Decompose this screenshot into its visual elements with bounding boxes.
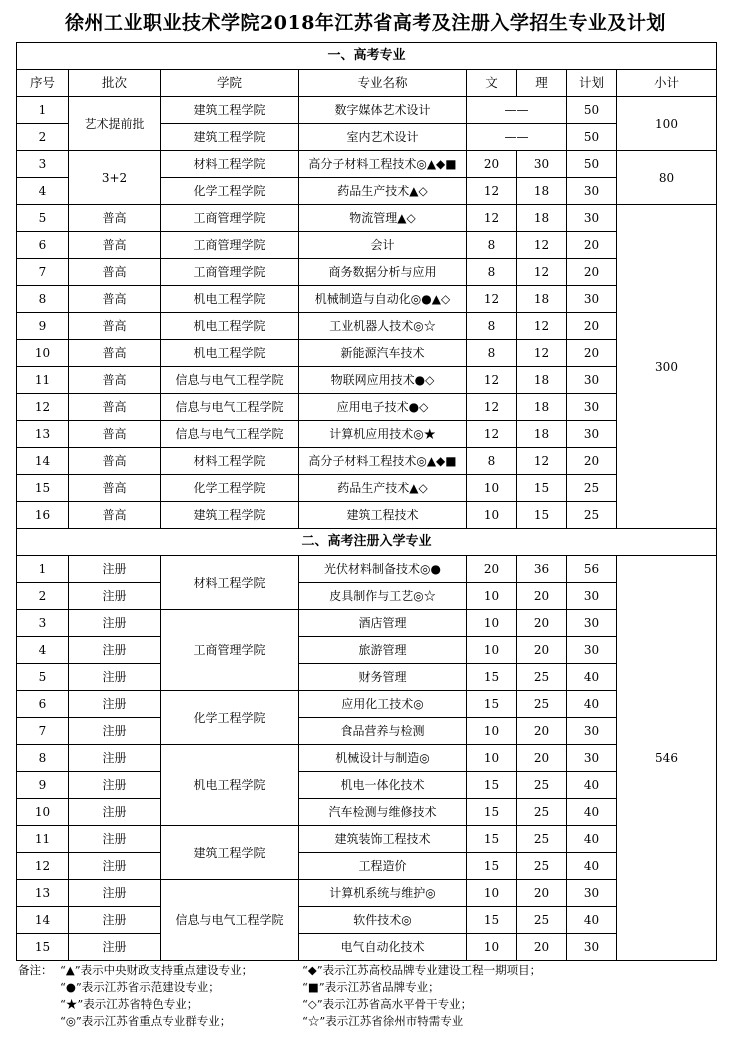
wen-count: 15 — [467, 799, 517, 826]
major-cell: 酒店管理 — [299, 610, 467, 637]
batch-cell: 普高 — [69, 502, 161, 529]
batch-cell: 普高 — [69, 286, 161, 313]
note-item: “▲”表示中央财政支持重点建设专业； — [60, 963, 254, 977]
batch-cell: 注册 — [69, 583, 161, 610]
enrollment-plan-table — [16, 42, 717, 961]
plan-count: 20 — [567, 259, 617, 286]
major-cell: 新能源汽车技术 — [299, 340, 467, 367]
major-cell: 室内艺术设计 — [299, 124, 467, 151]
row-number: 11 — [17, 826, 69, 853]
major-cell: 工程造价 — [299, 853, 467, 880]
row-number: 4 — [17, 178, 69, 205]
plan-count: 40 — [567, 853, 617, 880]
li-count: 25 — [517, 691, 567, 718]
plan-count: 50 — [567, 124, 617, 151]
wen-count: 8 — [467, 313, 517, 340]
wen-count: 15 — [467, 853, 517, 880]
wen-count: 10 — [467, 934, 517, 961]
row-number: 5 — [17, 664, 69, 691]
college-cell: 工商管理学院 — [161, 232, 299, 259]
plan-count: 40 — [567, 799, 617, 826]
note-item: “◇”表示江苏省高水平骨干专业； — [302, 997, 473, 1011]
li-count: 20 — [517, 583, 567, 610]
wen-count: 12 — [467, 394, 517, 421]
row-number: 9 — [17, 772, 69, 799]
header-major: 专业名称 — [299, 70, 467, 97]
note-item: “●”表示江苏省示范建设专业； — [60, 980, 220, 994]
li-count: 20 — [517, 745, 567, 772]
college-cell: 信息与电气工程学院 — [161, 367, 299, 394]
row-number: 8 — [17, 286, 69, 313]
wen-count: 10 — [467, 718, 517, 745]
li-count: 12 — [517, 232, 567, 259]
major-cell: 计算机系统与维护◎ — [299, 880, 467, 907]
wen-count: 20 — [467, 151, 517, 178]
major-cell: 建筑装饰工程技术 — [299, 826, 467, 853]
table-row — [17, 691, 717, 718]
plan-count: 25 — [567, 502, 617, 529]
plan-count: 20 — [567, 232, 617, 259]
wen-count: 12 — [467, 286, 517, 313]
major-cell: 机械设计与制造◎ — [299, 745, 467, 772]
major-cell: 软件技术◎ — [299, 907, 467, 934]
major-cell: 汽车检测与维修技术 — [299, 799, 467, 826]
college-cell: 化学工程学院 — [161, 178, 299, 205]
li-count: 15 — [517, 475, 567, 502]
major-cell: 建筑工程技术 — [299, 502, 467, 529]
plan-count: 30 — [567, 178, 617, 205]
li-count: 25 — [517, 772, 567, 799]
row-number: 7 — [17, 718, 69, 745]
li-count: 18 — [517, 178, 567, 205]
table-row — [17, 934, 717, 961]
li-count: 25 — [517, 664, 567, 691]
college-cell: 化学工程学院 — [161, 691, 299, 745]
batch-cell: 注册 — [69, 853, 161, 880]
wen-count: 15 — [467, 664, 517, 691]
table-row — [17, 853, 717, 880]
batch-cell: 注册 — [69, 772, 161, 799]
plan-count: 56 — [567, 556, 617, 583]
table-row — [17, 394, 717, 421]
major-cell: 应用化工技术◎ — [299, 691, 467, 718]
note-line — [18, 1013, 718, 1030]
plan-count: 30 — [567, 880, 617, 907]
row-number: 16 — [17, 502, 69, 529]
table-row — [17, 718, 717, 745]
header-row — [17, 70, 717, 97]
college-cell: 建筑工程学院 — [161, 97, 299, 124]
row-number: 6 — [17, 691, 69, 718]
li-count: 20 — [517, 637, 567, 664]
batch-cell: 注册 — [69, 718, 161, 745]
batch-cell: 注册 — [69, 610, 161, 637]
subtotal-cell: 80 — [617, 151, 717, 205]
wen-count: 15 — [467, 826, 517, 853]
row-number: 2 — [17, 583, 69, 610]
wen-count: 8 — [467, 448, 517, 475]
table-row — [17, 583, 717, 610]
row-number: 2 — [17, 124, 69, 151]
plan-count: 40 — [567, 907, 617, 934]
major-cell: 工业机器人技术◎☆ — [299, 313, 467, 340]
major-cell: 高分子材料工程技术◎▲◆■ — [299, 151, 467, 178]
major-cell: 财务管理 — [299, 664, 467, 691]
plan-count: 20 — [567, 448, 617, 475]
subtotal-cell: 100 — [617, 97, 717, 151]
note-item: “◆”表示江苏高校品牌专业建设工程一期项目； — [302, 963, 542, 977]
row-number: 14 — [17, 448, 69, 475]
li-count: 18 — [517, 421, 567, 448]
batch-cell: 普高 — [69, 205, 161, 232]
batch-cell: 普高 — [69, 313, 161, 340]
li-count: 18 — [517, 367, 567, 394]
plan-count: 40 — [567, 691, 617, 718]
college-cell: 机电工程学院 — [161, 313, 299, 340]
plan-count: 25 — [567, 475, 617, 502]
row-number: 10 — [17, 340, 69, 367]
wen-count: 15 — [467, 907, 517, 934]
major-cell: 药品生产技术▲◇ — [299, 178, 467, 205]
li-count: 15 — [517, 502, 567, 529]
table-row — [17, 799, 717, 826]
table-row — [17, 556, 717, 583]
table-row — [17, 772, 717, 799]
note-label — [18, 1013, 60, 1030]
college-cell: 信息与电气工程学院 — [161, 394, 299, 421]
row-number: 4 — [17, 637, 69, 664]
note-line — [18, 979, 718, 996]
major-cell: 电气自动化技术 — [299, 934, 467, 961]
table-row — [17, 637, 717, 664]
table-row — [17, 907, 717, 934]
li-count: 25 — [517, 826, 567, 853]
row-number: 9 — [17, 313, 69, 340]
college-cell: 材料工程学院 — [161, 556, 299, 610]
subtotal-cell: 300 — [617, 205, 717, 529]
major-cell: 光伏材料制备技术◎● — [299, 556, 467, 583]
college-cell: 材料工程学院 — [161, 151, 299, 178]
college-cell: 建筑工程学院 — [161, 124, 299, 151]
subject-not-applicable: —— — [467, 124, 567, 151]
note-item: “★”表示江苏省特色专业； — [60, 997, 199, 1011]
major-cell: 机械制造与自动化◎●▲◇ — [299, 286, 467, 313]
major-cell: 应用电子技术●◇ — [299, 394, 467, 421]
batch-cell: 注册 — [69, 907, 161, 934]
subtotal-cell: 546 — [617, 556, 717, 961]
plan-count: 40 — [567, 826, 617, 853]
section-2-title: 二、高考注册入学专业 — [17, 529, 717, 556]
row-number: 7 — [17, 259, 69, 286]
note-line — [18, 996, 718, 1013]
plan-count: 30 — [567, 394, 617, 421]
college-cell: 化学工程学院 — [161, 475, 299, 502]
wen-count: 8 — [467, 340, 517, 367]
row-number: 15 — [17, 475, 69, 502]
note-line — [18, 962, 718, 979]
batch-cell: 普高 — [69, 394, 161, 421]
li-count: 25 — [517, 799, 567, 826]
plan-count: 40 — [567, 772, 617, 799]
batch-cell: 3+2 — [69, 151, 161, 205]
li-count: 12 — [517, 448, 567, 475]
major-cell: 数字媒体艺术设计 — [299, 97, 467, 124]
section-heading — [17, 529, 717, 556]
li-count: 20 — [517, 880, 567, 907]
college-cell: 工商管理学院 — [161, 205, 299, 232]
header-college: 学院 — [161, 70, 299, 97]
table-row — [17, 664, 717, 691]
major-cell: 高分子材料工程技术◎▲◆■ — [299, 448, 467, 475]
wen-count: 15 — [467, 772, 517, 799]
college-cell: 材料工程学院 — [161, 448, 299, 475]
major-cell: 机电一体化技术 — [299, 772, 467, 799]
batch-cell: 注册 — [69, 799, 161, 826]
table-row — [17, 367, 717, 394]
note-label: 备注： — [18, 963, 53, 977]
row-number: 5 — [17, 205, 69, 232]
plan-count: 20 — [567, 340, 617, 367]
batch-cell: 艺术提前批 — [69, 97, 161, 151]
note-label — [18, 979, 60, 996]
li-count: 12 — [517, 340, 567, 367]
major-cell: 旅游管理 — [299, 637, 467, 664]
plan-count: 30 — [567, 286, 617, 313]
li-count: 12 — [517, 313, 567, 340]
section-1-title: 一、高考专业 — [17, 43, 717, 70]
wen-count: 10 — [467, 610, 517, 637]
batch-cell: 普高 — [69, 259, 161, 286]
plan-count: 30 — [567, 367, 617, 394]
college-cell: 建筑工程学院 — [161, 826, 299, 880]
batch-cell: 普高 — [69, 232, 161, 259]
wen-count: 12 — [467, 421, 517, 448]
wen-count: 10 — [467, 745, 517, 772]
row-number: 15 — [17, 934, 69, 961]
table-row — [17, 475, 717, 502]
batch-cell: 注册 — [69, 745, 161, 772]
batch-cell: 注册 — [69, 934, 161, 961]
li-count: 20 — [517, 934, 567, 961]
batch-cell: 注册 — [69, 691, 161, 718]
table-row — [17, 151, 717, 178]
row-number: 13 — [17, 880, 69, 907]
wen-count: 10 — [467, 583, 517, 610]
college-cell: 工商管理学院 — [161, 610, 299, 691]
table-row — [17, 421, 717, 448]
row-number: 11 — [17, 367, 69, 394]
document-title: 徐州工业职业技术学院2018年江苏省高考及注册入学招生专业及计划 — [65, 12, 666, 34]
table-row — [17, 502, 717, 529]
table-row — [17, 448, 717, 475]
row-number: 8 — [17, 745, 69, 772]
row-number: 14 — [17, 907, 69, 934]
batch-cell: 注册 — [69, 826, 161, 853]
notes — [18, 962, 718, 1030]
plan-count: 30 — [567, 610, 617, 637]
li-count: 18 — [517, 205, 567, 232]
college-cell: 信息与电气工程学院 — [161, 421, 299, 448]
table-row — [17, 97, 717, 124]
table-row — [17, 610, 717, 637]
note-item: “◎”表示江苏省重点专业群专业； — [60, 1014, 232, 1028]
wen-count: 10 — [467, 502, 517, 529]
note-label — [18, 996, 60, 1013]
plan-count: 40 — [567, 664, 617, 691]
header-plan: 计划 — [567, 70, 617, 97]
note-item: “■”表示江苏省品牌专业； — [302, 980, 440, 994]
wen-count: 20 — [467, 556, 517, 583]
li-count: 18 — [517, 394, 567, 421]
table-row — [17, 313, 717, 340]
li-count: 30 — [517, 151, 567, 178]
plan-count: 30 — [567, 421, 617, 448]
batch-cell: 注册 — [69, 880, 161, 907]
major-cell: 药品生产技术▲◇ — [299, 475, 467, 502]
li-count: 20 — [517, 718, 567, 745]
table-row — [17, 205, 717, 232]
header-subtotal: 小计 — [617, 70, 717, 97]
li-count: 18 — [517, 286, 567, 313]
plan-count: 30 — [567, 934, 617, 961]
plan-count: 50 — [567, 151, 617, 178]
college-cell: 机电工程学院 — [161, 745, 299, 826]
li-count: 25 — [517, 907, 567, 934]
row-number: 12 — [17, 853, 69, 880]
row-number: 10 — [17, 799, 69, 826]
major-cell: 商务数据分析与应用 — [299, 259, 467, 286]
table-row — [17, 259, 717, 286]
college-cell: 机电工程学院 — [161, 340, 299, 367]
row-number: 3 — [17, 151, 69, 178]
major-cell: 皮具制作与工艺◎☆ — [299, 583, 467, 610]
li-count: 36 — [517, 556, 567, 583]
major-cell: 计算机应用技术◎★ — [299, 421, 467, 448]
note-item: “☆”表示江苏省徐州市特需专业 — [302, 1014, 464, 1028]
batch-cell: 普高 — [69, 475, 161, 502]
li-count: 12 — [517, 259, 567, 286]
wen-count: 15 — [467, 691, 517, 718]
subject-not-applicable: —— — [467, 97, 567, 124]
wen-count: 10 — [467, 475, 517, 502]
college-cell: 工商管理学院 — [161, 259, 299, 286]
wen-count: 12 — [467, 178, 517, 205]
batch-cell: 普高 — [69, 367, 161, 394]
batch-cell: 注册 — [69, 664, 161, 691]
college-cell: 信息与电气工程学院 — [161, 880, 299, 961]
row-number: 13 — [17, 421, 69, 448]
batch-cell: 注册 — [69, 556, 161, 583]
wen-count: 12 — [467, 205, 517, 232]
header-no: 序号 — [17, 70, 69, 97]
wen-count: 12 — [467, 367, 517, 394]
batch-cell: 普高 — [69, 340, 161, 367]
wen-count: 10 — [467, 637, 517, 664]
wen-count: 8 — [467, 259, 517, 286]
college-cell: 建筑工程学院 — [161, 502, 299, 529]
plan-count: 30 — [567, 637, 617, 664]
table-row — [17, 286, 717, 313]
major-cell: 物流管理▲◇ — [299, 205, 467, 232]
plan-count: 20 — [567, 313, 617, 340]
table-row — [17, 745, 717, 772]
table-row — [17, 826, 717, 853]
plan-count: 30 — [567, 583, 617, 610]
table-row — [17, 340, 717, 367]
row-number: 1 — [17, 556, 69, 583]
header-li: 理 — [517, 70, 567, 97]
row-number: 6 — [17, 232, 69, 259]
plan-count: 50 — [567, 97, 617, 124]
plan-count: 30 — [567, 745, 617, 772]
wen-count: 8 — [467, 232, 517, 259]
table-row — [17, 880, 717, 907]
college-cell: 机电工程学院 — [161, 286, 299, 313]
batch-cell: 普高 — [69, 448, 161, 475]
li-count: 25 — [517, 853, 567, 880]
header-wen: 文 — [467, 70, 517, 97]
plan-count: 30 — [567, 718, 617, 745]
table-row — [17, 232, 717, 259]
row-number: 12 — [17, 394, 69, 421]
row-number: 1 — [17, 97, 69, 124]
batch-cell: 注册 — [69, 637, 161, 664]
batch-cell: 普高 — [69, 421, 161, 448]
section-heading — [17, 43, 717, 70]
wen-count: 10 — [467, 880, 517, 907]
row-number: 3 — [17, 610, 69, 637]
major-cell: 食品营养与检测 — [299, 718, 467, 745]
plan-count: 30 — [567, 205, 617, 232]
header-batch: 批次 — [69, 70, 161, 97]
major-cell: 会计 — [299, 232, 467, 259]
major-cell: 物联网应用技术●◇ — [299, 367, 467, 394]
li-count: 20 — [517, 610, 567, 637]
